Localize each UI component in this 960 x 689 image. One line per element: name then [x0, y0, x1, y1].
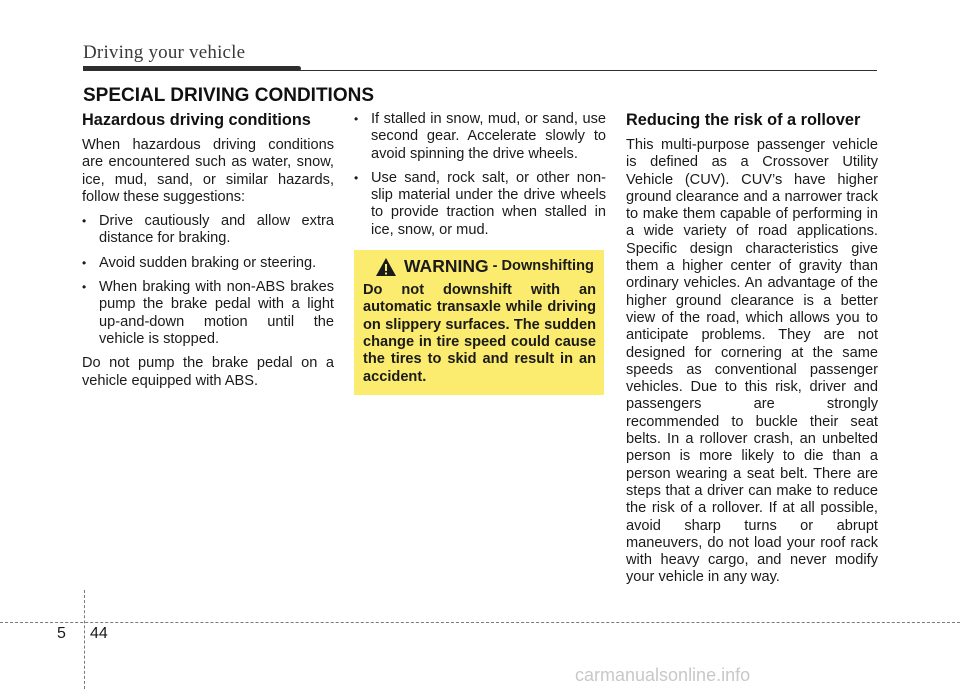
header-rule: [83, 70, 877, 71]
chapter-number: 5: [57, 625, 66, 642]
abs-note: Do not pump the brake pedal on a vehicle equipped with ABS.: [82, 355, 334, 389]
hazardous-list: [82, 213, 334, 348]
rollover-heading: Reducing the risk of a rollover: [626, 111, 861, 129]
warning-title: WARNING: [404, 256, 489, 277]
list-item: • If stalled in snow, mud, or sand, use second gear. Accelerate slowly to avoid spinning the drive wheels.: [354, 111, 606, 163]
section-title: SPECIAL DRIVING CONDITIONS: [83, 85, 375, 106]
warning-triangle-icon: [375, 257, 397, 277]
list-item: • Avoid sudden braking or steering.: [82, 255, 334, 272]
column-hazardous: [82, 111, 334, 397]
hazardous-intro: When hazardous driving conditions are encountered such as water, snow, ice, mud, sand, or similar hazards, follow these suggestions:: [82, 137, 334, 205]
column-stalled: [354, 111, 606, 395]
column-rollover: [626, 111, 878, 594]
watermark: carmanualsonline.info: [575, 665, 751, 685]
warning-subtitle: - Downshifting: [492, 258, 594, 275]
footer-divider: [84, 590, 85, 689]
page-number: 44: [90, 625, 108, 642]
stalled-list: [354, 111, 606, 239]
warning-text: Do not downshift with an automatic transaxle while driving on slippery surfaces. The sudden change in tire speed could cause the tires to skid and result in an accident.: [363, 282, 596, 385]
footer-rule: [0, 622, 960, 623]
rollover-text: This multi-purpose passenger vehicle is defined as a Crossover Utility Vehicle (CUV). CUV’s have higher ground clearance and a narrower track to make them capable of performing in a wide variety of road applications. Specific design characteristics give them a higher center of gravity than ordinary vehicles. An advantage of the higher ground clearance is a better view of the road, which allows you to anticipate problems. They are not designed for cornering at the same speeds as conventional passenger vehicles. Due to this risk, driver and passengers are strongly recommended to buckle their seat belts. In a rollover crash, an unbelted person is more likely to die than a person wearing a seat belt. There are steps that a driver can make to reduce the risk of a rollover. If at all possible, avoid sharp turns or abrupt maneuvers, do not load your roof rack with heavy cargo, and never modify your vehicle in any way.: [626, 137, 878, 586]
hazardous-heading: Hazardous driving conditions: [82, 111, 311, 129]
list-item: • When braking with non-ABS brakes pump the brake pedal with a light up-and-down motion until the vehicle is stopped.: [82, 279, 334, 348]
warning-header: [363, 257, 596, 277]
list-item: • Drive cautiously and allow extra distance for braking.: [82, 213, 334, 248]
list-item: • Use sand, rock salt, or other non-slip material under the drive wheels to provide traction when stalled in ice, snow, or mud.: [354, 170, 606, 239]
page-header-title: Driving your vehicle: [83, 42, 246, 63]
warning-box: [354, 250, 604, 395]
